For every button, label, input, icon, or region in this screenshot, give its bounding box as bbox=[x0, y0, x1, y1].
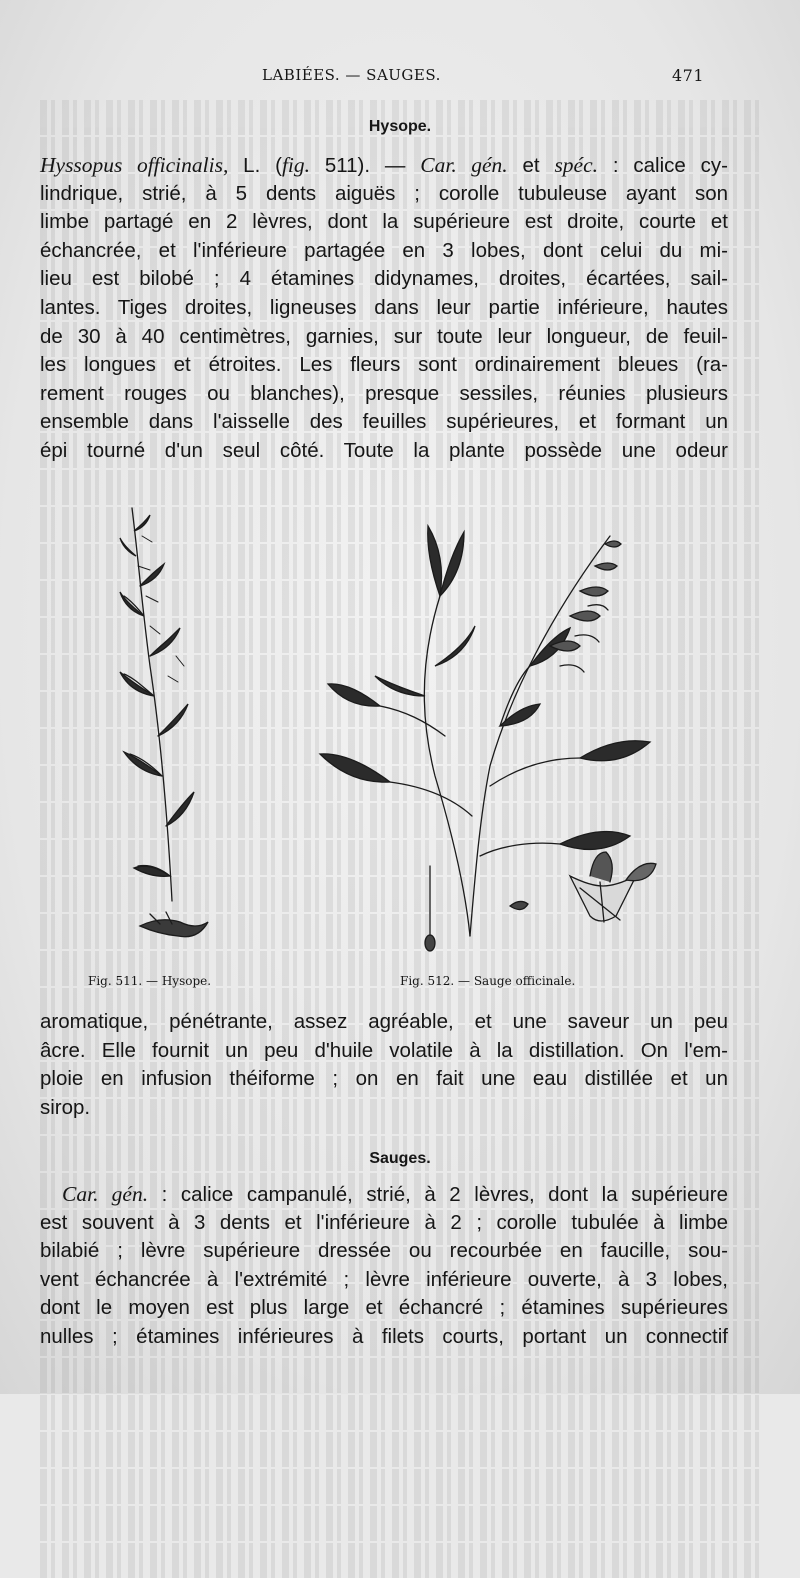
text-line: nulles ; étamines inférieures à filets courts, portant un connectif bbox=[40, 1324, 728, 1348]
botanical-illustrations bbox=[80, 496, 720, 976]
text-line: lieu est bilobé ; 4 étamines didynames, droites, écartées, sail- bbox=[40, 267, 728, 291]
text-line: limbe partagé en 2 lèvres, dont la supérieure est droite, courte et bbox=[40, 210, 728, 234]
text-line: aromatique, pénétrante, assez agréable, et une saveur un peu bbox=[40, 1010, 728, 1033]
text-line: lindrique, strié, à 5 dents aiguës ; corolle tubuleuse ayant son bbox=[40, 181, 728, 205]
section-heading-hysope: Hysope. bbox=[368, 118, 432, 135]
sage-illustration bbox=[320, 526, 656, 951]
hysope-continuation bbox=[40, 1008, 728, 1122]
text-line: échancrée, et l'inférieure partagée en 3 lobes, dont celui du mi- bbox=[40, 238, 728, 262]
text-run: : calice campanulé, strié, à 2 lèvres, dont la supérieure bbox=[148, 1183, 729, 1206]
text-line: vent échancrée à l'extrémité ; lèvre inférieure ouverte, à 3 lobes, bbox=[40, 1267, 728, 1291]
hyssop-illustration bbox=[120, 508, 208, 937]
text-line: ploie en infusion théiforme ; on en fait une eau distillée et un bbox=[40, 1067, 728, 1091]
text-line: de 30 à 40 centimètres, garnies, sur toute leur longueur, de feuil- bbox=[40, 324, 728, 348]
text-line: âcre. Elle fournit un peu d'huile volatile à la distillation. On l'em- bbox=[40, 1038, 728, 1062]
text-line: épi tourné d'un seul côté. Toute la plante possède une odeur bbox=[40, 438, 728, 462]
sauges-paragraph bbox=[40, 1180, 728, 1352]
text-line: les longues et étroites. Les fleurs sont ordinairement bleues (ra- bbox=[40, 353, 728, 377]
spec-label: spéc. bbox=[554, 153, 599, 177]
figure-511-caption: Fig. 511. — Hysope. bbox=[88, 974, 212, 988]
species-name: Hyssopus officinalis, bbox=[40, 153, 229, 177]
text-line bbox=[40, 1180, 728, 1209]
text-line bbox=[40, 151, 728, 180]
car-gen-label: Car. gén. bbox=[62, 1182, 149, 1206]
text-run: et bbox=[507, 154, 555, 177]
text-run: 511). — bbox=[310, 154, 421, 177]
text-line: est souvent à 3 dents et l'inférieure à 2 ; corolle tubulée à limbe bbox=[40, 1210, 728, 1234]
running-header bbox=[0, 66, 800, 90]
text-line: sirop. bbox=[40, 1095, 91, 1119]
section-heading-sauges: Sauges. bbox=[369, 1150, 431, 1167]
text-line: lantes. Tiges droites, ligneuses dans leur partie inférieure, hautes bbox=[40, 295, 728, 319]
hysope-paragraph bbox=[40, 151, 728, 466]
text-line: rement rouges ou blanches), presque sessiles, réunies plusieurs bbox=[40, 381, 728, 405]
figure-512-caption: Fig. 512. — Sauge officinale. bbox=[400, 974, 576, 988]
text-run: : calice cy- bbox=[598, 154, 728, 177]
text-run: L. ( bbox=[228, 154, 282, 177]
fig-ref: fig. bbox=[281, 153, 311, 177]
text-line: dont le moyen est plus large et échancré ; étamines supérieures bbox=[40, 1296, 728, 1320]
text-line: bilabié ; lèvre supérieure dressée ou recourbée en faucille, sou- bbox=[40, 1239, 728, 1263]
car-gen-label: Car. gén. bbox=[420, 153, 508, 177]
page-number: 471 bbox=[672, 66, 705, 85]
text-line: ensemble dans l'aisselle des feuilles supérieures, et formant un bbox=[40, 410, 728, 434]
running-title: LABIÉES. — SAUGES. bbox=[262, 66, 441, 84]
